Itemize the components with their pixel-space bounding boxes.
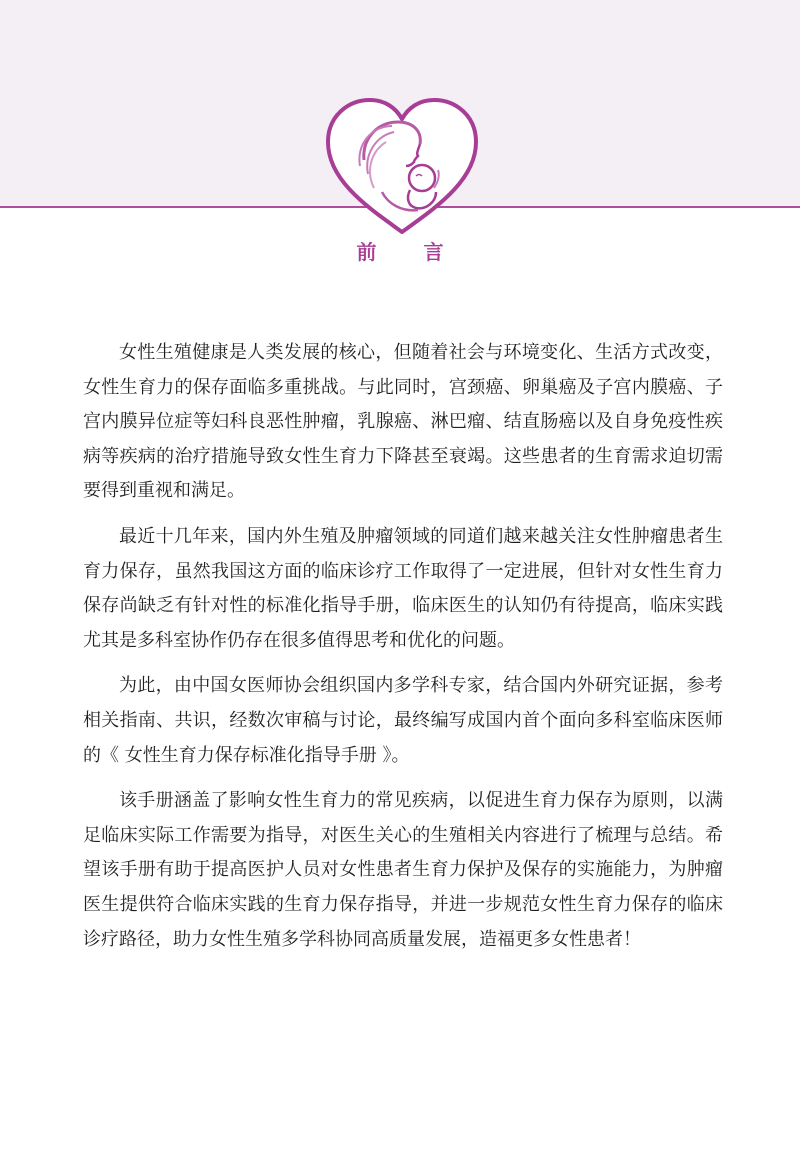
paragraph: 女性生殖健康是人类发展的核心，但随着社会与环境变化、生活方式改变，女性生育力的保存面临多重挑战。与此同时，宫颈癌、卵巢癌及子宫内膜癌、子宫内膜异位症等妇科良恶性肿瘤，乳腺癌、淋巴瘤、结直肠癌以及自身免疫性疾病等疾病的治疗措施导致女性生育力下降甚至衰竭。这些患者的生育需求迫切需要得到重视和满足。 [83, 342, 723, 502]
paragraph: 最近十几年来，国内外生殖及肿瘤领域的同道们越来越关注女性肿瘤患者生育力保存，虽然我国这方面的临床诊疗工作取得了一定进展，但针对女性生育力保存尚缺乏有针对性的标准化指导手册，临床医生的认知仍有待提高，临床实践尤其是多科室协作仍存在很多值得思考和优化的问题。 [83, 525, 723, 651]
paragraph: 该手册涵盖了影响女性生育力的常见疾病，以促进生育力保存为原则，以满足临床实际工作需要为指导，对医生关心的生殖相关内容进行了梳理与总结。希望该手册有助于提高医护人员对女性患者生育力保护及保存的实施能力，为肿瘤医生提供符合临床实践的生育力保存指导，并进一步规范女性生育力保存的临床诊疗路径，助力女性生殖多学科协同高质量发展，造福更多女性患者！ [83, 790, 723, 950]
mother-and-baby-heart-icon [322, 92, 482, 240]
page-title: 前 言 [356, 240, 464, 264]
paragraph: 为此，由中国女医师协会组织国内多学科专家，结合国内外研究证据，参考相关指南、共识，经数次审稿与讨论，最终编写成国内首个面向多科室临床医师的《 女性生育力保存标准化指导手册 》。 [83, 675, 723, 766]
preface-body [83, 336, 723, 968]
